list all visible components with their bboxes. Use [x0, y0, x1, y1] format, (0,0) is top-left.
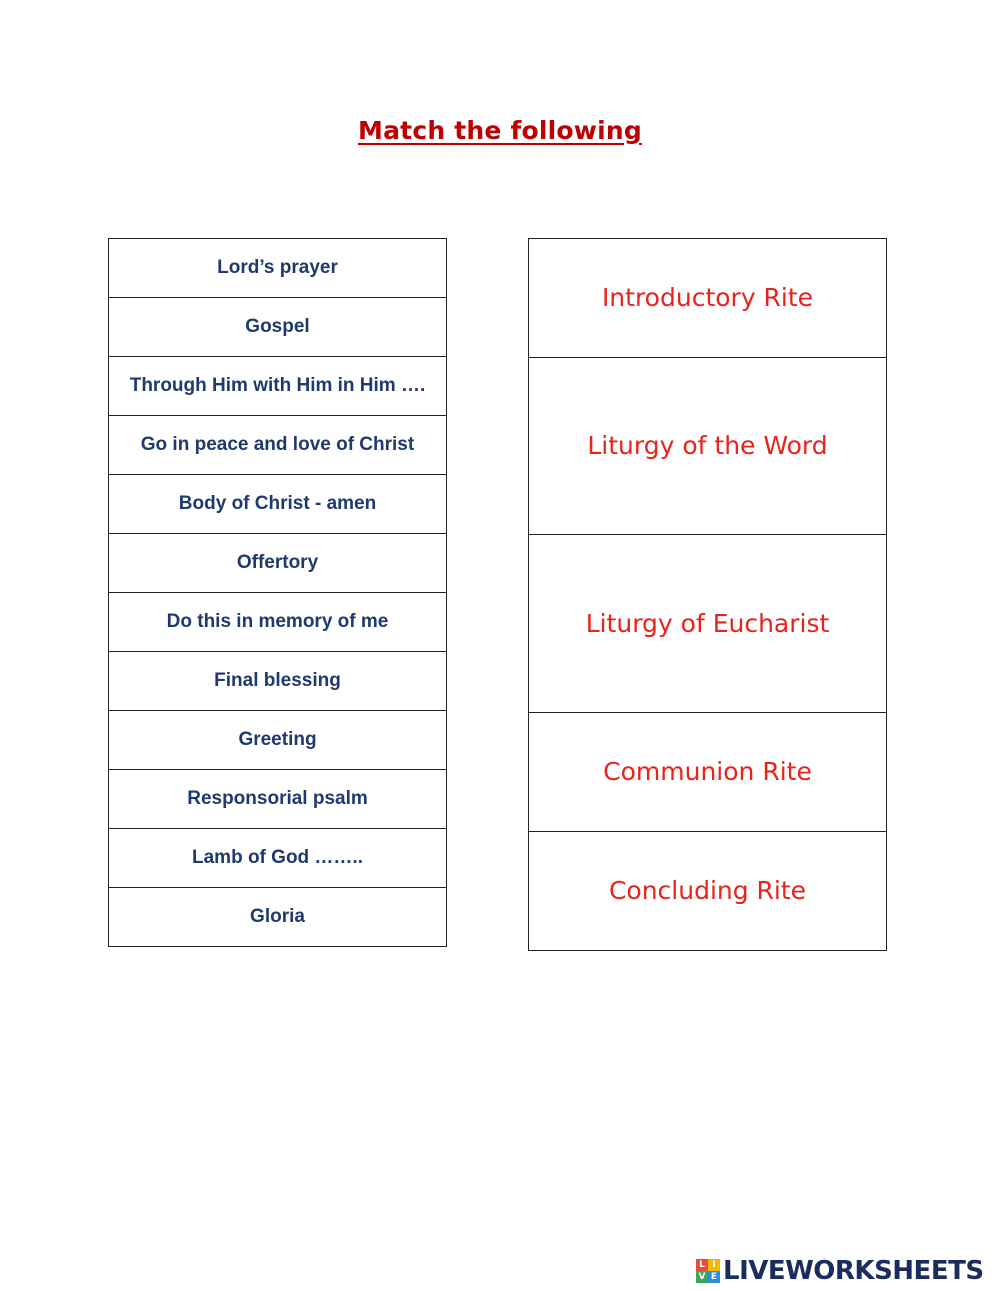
left-item[interactable]: Do this in memory of me [109, 593, 447, 652]
page-title: Match the following [358, 116, 642, 145]
category-label: Communion Rite [603, 757, 812, 787]
left-item-row [109, 416, 447, 475]
category-cell[interactable] [529, 535, 886, 713]
liveworksheets-logo [696, 1255, 984, 1287]
category-label: Introductory Rite [601, 283, 814, 313]
logo-text: LIVEWORKSHEETS [723, 1256, 984, 1286]
left-item[interactable]: Go in peace and love of Christ [109, 416, 447, 475]
logo-mark-icon [696, 1259, 720, 1283]
left-item[interactable]: Gloria [109, 888, 447, 947]
left-item[interactable]: Body of Christ - amen [109, 475, 447, 534]
left-item-row [109, 239, 447, 298]
left-item-row [109, 357, 447, 416]
left-item-row [109, 475, 447, 534]
left-item-row [109, 888, 447, 947]
logo-mark-letter: E [708, 1271, 720, 1283]
left-item-row [109, 534, 447, 593]
category-label: Liturgy of Eucharist [585, 609, 830, 639]
left-item-row [109, 593, 447, 652]
left-item[interactable]: Gospel [109, 298, 447, 357]
left-item-row [109, 298, 447, 357]
category-cell[interactable] [529, 713, 886, 832]
logo-mark-letter: V [696, 1271, 708, 1283]
left-item[interactable]: Final blessing [109, 652, 447, 711]
left-item-row [109, 711, 447, 770]
left-item-row [109, 770, 447, 829]
left-item[interactable]: Lord’s prayer [109, 239, 447, 298]
category-cell[interactable] [529, 358, 886, 536]
left-item[interactable]: Offertory [109, 534, 447, 593]
left-item[interactable]: Greeting [109, 711, 447, 770]
left-item-row [109, 829, 447, 888]
right-categories-box [528, 238, 887, 951]
category-label: Concluding Rite [608, 876, 807, 906]
category-cell[interactable] [529, 239, 886, 358]
left-item[interactable]: Lamb of God …….. [109, 829, 447, 888]
left-item-row [109, 652, 447, 711]
left-items-table [108, 238, 447, 947]
left-item[interactable]: Through Him with Him in Him …. [109, 357, 447, 416]
logo-mark-letter: L [696, 1259, 708, 1271]
left-item[interactable]: Responsorial psalm [109, 770, 447, 829]
category-label: Liturgy of the Word [587, 431, 828, 461]
category-cell[interactable] [529, 832, 886, 951]
logo-mark-letter: I [708, 1259, 720, 1271]
